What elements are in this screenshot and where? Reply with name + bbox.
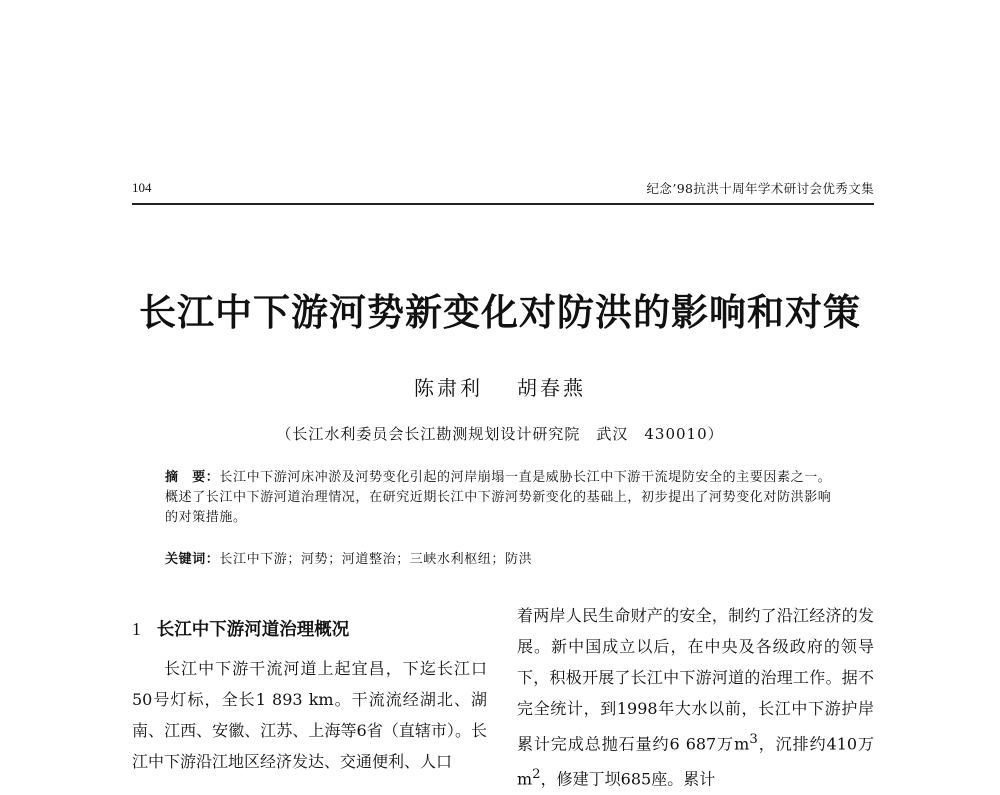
header-rule (132, 203, 874, 205)
left-column (132, 606, 487, 777)
section-number: 1 (132, 619, 141, 639)
body-paragraph-left: 长江中下游干流河道上起宜昌，下迄长江口50号灯标，全长1 893 km。干流流经湖北、湖南、江西、安徽、江苏、上海等6省（直辖市）。长江中下游沿江地区经济发达、交通便利、人口 (132, 659, 487, 771)
author-1: 陈肃利 (414, 376, 483, 400)
body-text-segment: ，沉排约410万m (517, 734, 874, 789)
keywords-label: 关键词： (165, 552, 220, 567)
section-heading (132, 616, 487, 641)
page-header (132, 172, 874, 198)
superscript-3: 3 (749, 732, 758, 747)
section-title: 长江中下游河道治理概况 (156, 620, 350, 640)
running-title: 纪念’98抗洪十周年学术研讨会优秀文集 (646, 181, 874, 196)
body-text-segment: ，修建丁坝685座。累计 (540, 769, 716, 789)
body-paragraph-right (517, 600, 874, 795)
article-title: 长江中下游河势新变化对防洪的影响和对策 (139, 291, 861, 334)
page-number: 104 (132, 180, 152, 195)
affiliation: （长江水利委员会长江勘测规划设计研究院 武汉 430010） (276, 425, 724, 443)
body-text-segment: 着两岸人民生命财产的安全，制约了沿江经济的发展。新中国成立以后，在中央及各级政府的领导下，积极开展了长江中下游河道的治理工作。据不完全统计，到1998年大水以前，长江中下游护岸累计完成总抛石量约6 687万m (517, 606, 874, 754)
abstract-text: 长江中下游河床冲淤及河势变化引起的河岸崩塌一直是威胁长江中下游干流堤防安全的主要因素之一。概述了长江中下游河道治理情况，在研究近期长江中下游河势新变化的基础上，初步提出了河势变化对防洪影响的对策措施。 (165, 470, 832, 525)
author-2: 胡春燕 (517, 376, 586, 400)
right-column (517, 600, 874, 795)
author-list (0, 372, 1000, 401)
keywords-text: 长江中下游；河势；河道整治；三峡水利枢纽；防洪 (219, 552, 533, 567)
superscript-2: 2 (532, 767, 541, 783)
abstract-label: 摘 要： (165, 470, 220, 485)
keywords (165, 548, 840, 567)
abstract (165, 468, 840, 528)
